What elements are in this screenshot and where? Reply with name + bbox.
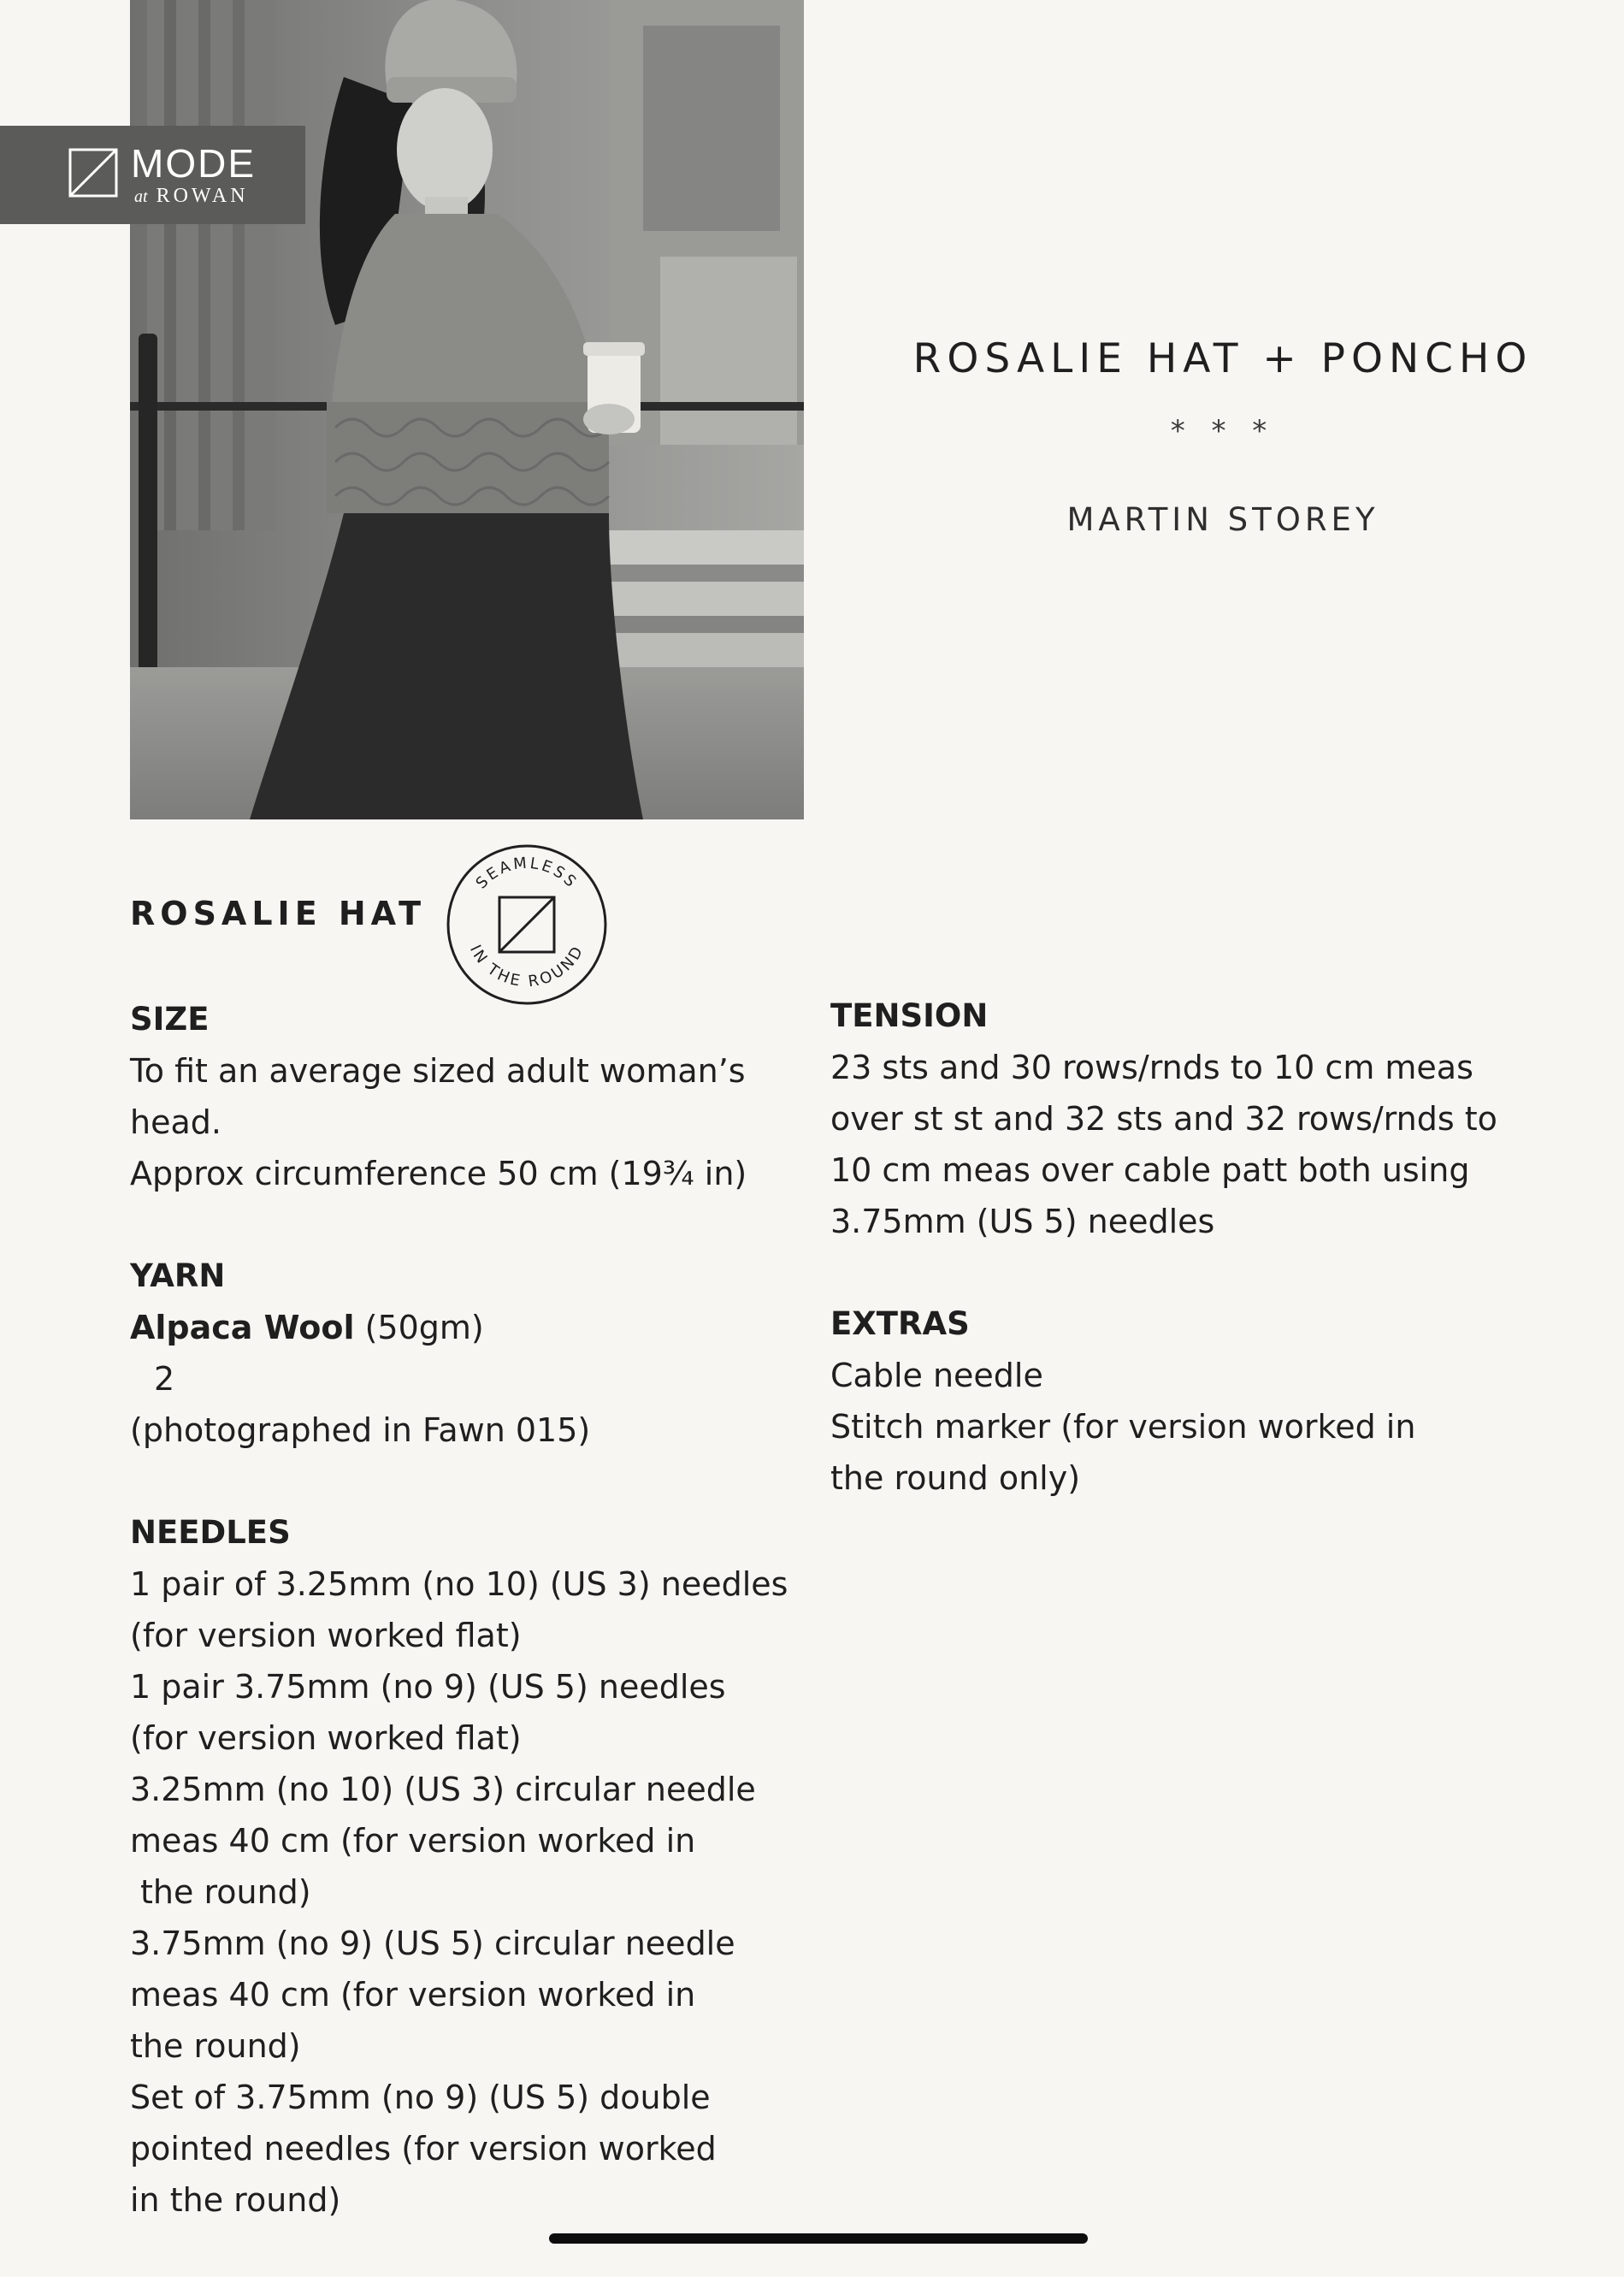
needles-line: the round) — [140, 1873, 311, 1911]
needles-line: 1 pair 3.75mm (no 9) (US 5) needles — [130, 1668, 726, 1706]
needles-line: (for version worked flat) — [130, 1719, 522, 1757]
needles-line: meas 40 cm (for version worked in — [130, 1822, 696, 1860]
brand-subline — [134, 184, 249, 209]
hero-photo — [130, 0, 804, 819]
home-indicator[interactable] — [549, 2233, 1088, 2244]
svg-text:IN THE ROUND — [466, 942, 588, 991]
extras-line: the round only) — [830, 1459, 1081, 1497]
needles-heading: NEEDLES — [130, 1514, 291, 1551]
needles-line: the round) — [130, 2027, 301, 2065]
yarn-block — [130, 1251, 780, 1456]
needles-line: meas 40 cm (for version worked in — [130, 1976, 696, 2014]
svg-text:SEAMLESS — [473, 854, 582, 892]
needles-line: Set of 3.75mm (no 9) (US 5) double — [130, 2079, 711, 2116]
tension-line: over st st and 32 sts and 32 rows/rnds to — [830, 1100, 1497, 1138]
page-title: ROSALIE HAT + PONCHO — [912, 335, 1533, 382]
tension-line: 23 sts and 30 rows/rnds to 10 cm meas — [830, 1049, 1473, 1086]
seamless-seal-icon — [445, 843, 609, 1007]
brand-badge — [0, 126, 305, 224]
needles-block — [130, 1507, 788, 2226]
needles-line: in the round) — [130, 2181, 341, 2219]
yarn-note: (photographed in Fawn 015) — [130, 1411, 591, 1449]
needles-line: 3.75mm (no 9) (US 5) circular needle — [130, 1925, 735, 1962]
extras-heading: EXTRAS — [830, 1305, 970, 1342]
brand-name: MODE — [131, 141, 256, 186]
yarn-weight: (50gm) — [354, 1309, 484, 1346]
brand-sub-at: at — [134, 187, 148, 206]
size-line: head. — [130, 1103, 221, 1141]
title-divider: * * * — [1170, 414, 1276, 448]
seal-bottom-text: IN THE ROUND — [465, 941, 588, 991]
needles-line: 1 pair of 3.25mm (no 10) (US 3) needles — [130, 1565, 788, 1603]
brand-logo-icon — [68, 148, 118, 198]
extras-line: Stitch marker (for version worked in — [830, 1408, 1416, 1446]
tension-heading: TENSION — [830, 997, 989, 1034]
tension-line: 3.75mm (US 5) needles — [830, 1203, 1215, 1240]
tension-line: 10 cm meas over cable patt both using — [830, 1151, 1470, 1189]
right-column — [830, 991, 1497, 1555]
yarn-name: Alpaca Wool — [130, 1309, 355, 1346]
size-line: Approx circumference 50 cm (19¾ in) — [130, 1155, 747, 1192]
left-column — [130, 994, 788, 2277]
tension-block — [830, 991, 1497, 1247]
designer-name: MARTIN STOREY — [1066, 501, 1379, 538]
yarn-heading: YARN — [130, 1257, 226, 1294]
needles-line: pointed needles (for version worked — [130, 2130, 717, 2168]
brand-sub-name: ROWAN — [156, 185, 249, 207]
extras-block — [830, 1298, 1480, 1504]
needles-line: 3.25mm (no 10) (US 3) circular needle — [130, 1771, 756, 1808]
size-block — [130, 994, 780, 1199]
size-line: To fit an average sized adult woman’s — [130, 1052, 746, 1090]
size-heading: SIZE — [130, 1001, 210, 1038]
yarn-quantity: 2 — [154, 1360, 175, 1398]
seal-top-text: SEAMLESS — [472, 854, 582, 893]
extras-line: Cable needle — [830, 1357, 1043, 1394]
yarn-name-line — [130, 1302, 780, 1353]
needles-line: (for version worked flat) — [130, 1617, 522, 1654]
section-title: ROSALIE HAT — [130, 895, 427, 932]
